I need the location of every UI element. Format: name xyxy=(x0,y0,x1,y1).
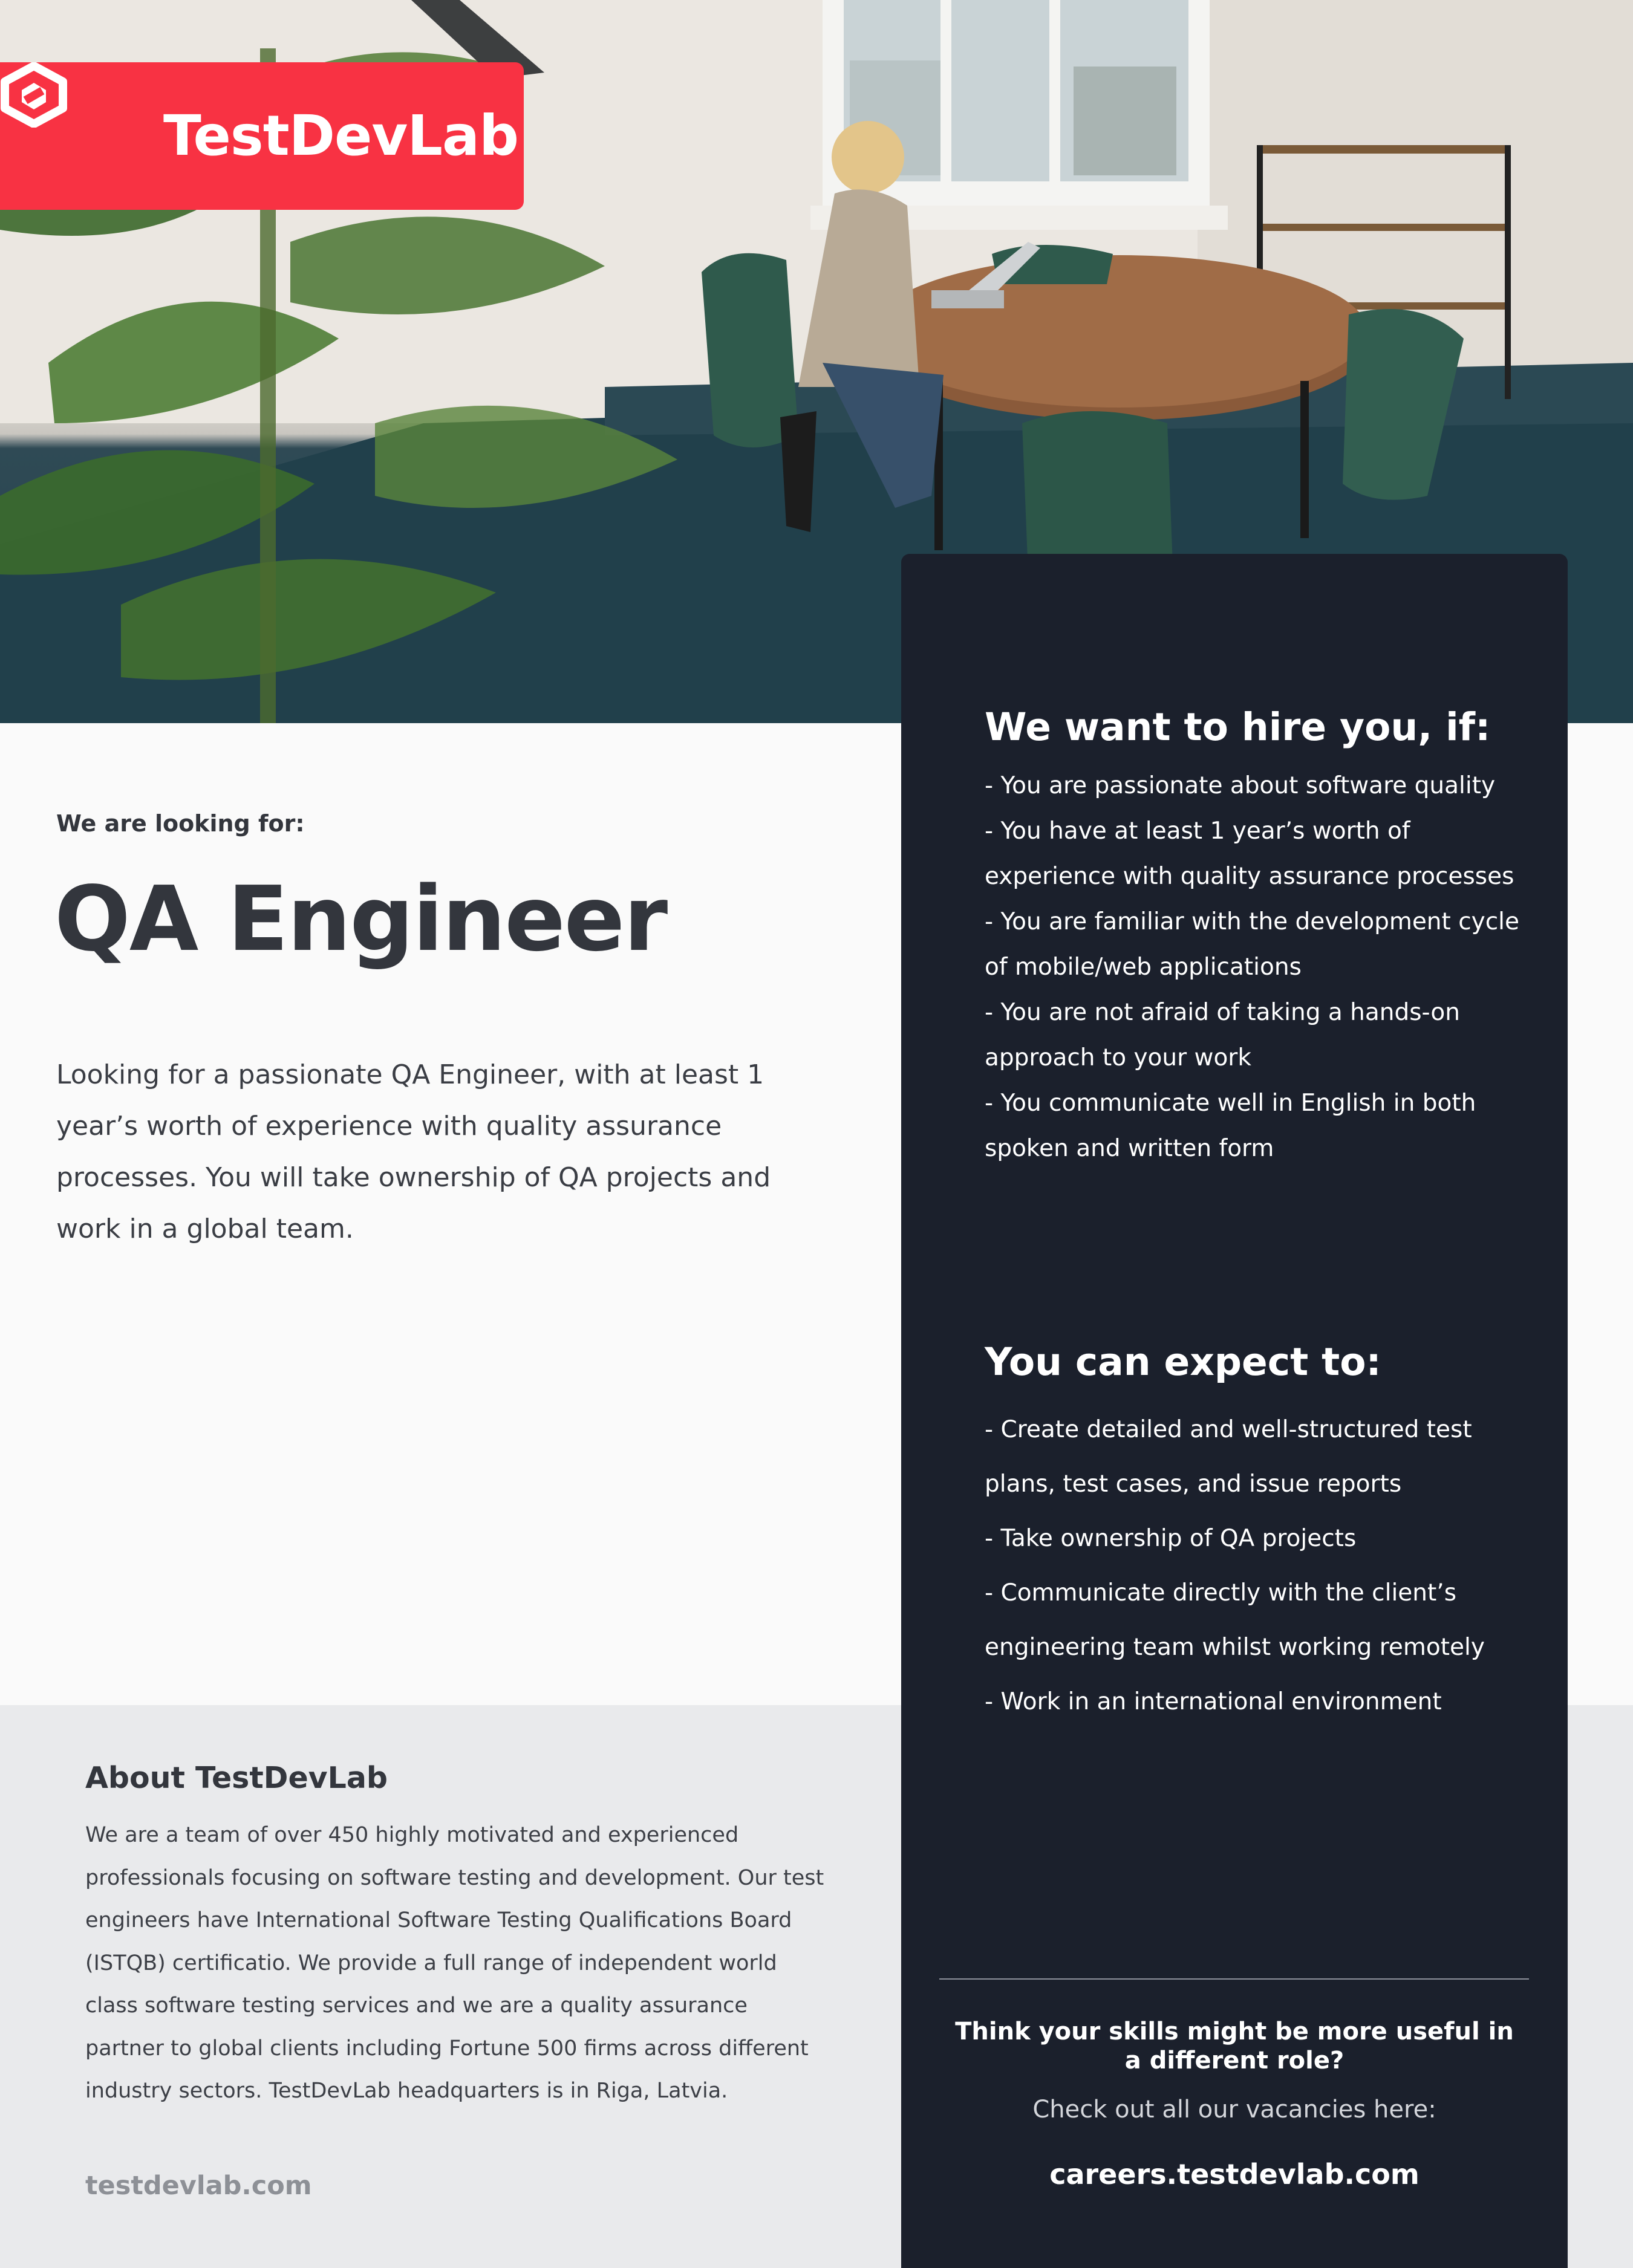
job-description: Looking for a passionate QA Engineer, with at least 1 year’s worth of experience with quality assurance processes. You will take ownership of QA projects and work in a global team. xyxy=(56,1059,771,1244)
list-item: - Take ownership of QA projects xyxy=(985,1525,1357,1552)
list-item: - You are familiar with the development cycle of mobile/web applications xyxy=(985,908,1520,981)
cta-subtext: Check out all our vacancies here: xyxy=(1032,2096,1436,2123)
careers-link[interactable]: careers.testdevlab.com xyxy=(1049,2158,1420,2191)
requirements-heading: We want to hire you, if: xyxy=(985,705,1491,749)
brand-logo-badge[interactable] xyxy=(0,62,524,210)
eyebrow-label: We are looking for: xyxy=(56,810,305,837)
about-heading: About TestDevLab xyxy=(85,1761,388,1795)
testdevlab-hexagon-logo-icon xyxy=(0,62,68,128)
about-body: We are a team of over 450 highly motivated and experienced professionals focusing on software testing and development. Our test engineers have International Software Testing Qualifications Board (ISTQB) certificatio. We provide a full range of independent world class software testing services and we are a quality assurance partner to global clients including Fortune 500 firms across different industry sectors. TestDevLab headquarters is in Riga, Latvia. xyxy=(85,1823,824,2103)
list-item: - You are passionate about software quality xyxy=(985,772,1496,799)
divider xyxy=(939,1978,1529,1980)
brand-name: TestDevLab xyxy=(163,103,518,168)
list-item: - You have at least 1 year’s worth of experience with quality assurance processes xyxy=(985,817,1514,890)
list-item: - You communicate well in English in both spoken and written form xyxy=(985,1090,1476,1162)
list-item: - Create detailed and well-structured test plans, test cases, and issue reports xyxy=(985,1416,1472,1498)
expectations-heading: You can expect to: xyxy=(985,1340,1381,1384)
list-item: - Work in an international environment xyxy=(985,1688,1442,1715)
cta-question: Think your skills might be more useful in a different role? xyxy=(955,2018,1514,2075)
list-item: - You are not afraid of taking a hands-on approach to your work xyxy=(985,999,1460,1071)
requirements-list xyxy=(985,763,1541,1171)
website-link[interactable]: testdevlab.com xyxy=(85,2171,312,2201)
job-title: QA Engineer xyxy=(54,867,667,971)
requirements-panel xyxy=(901,554,1568,2268)
list-item: - Communicate directly with the client’s engineering team whilst working remotely xyxy=(985,1579,1485,1661)
expectations-list xyxy=(985,1403,1541,1729)
